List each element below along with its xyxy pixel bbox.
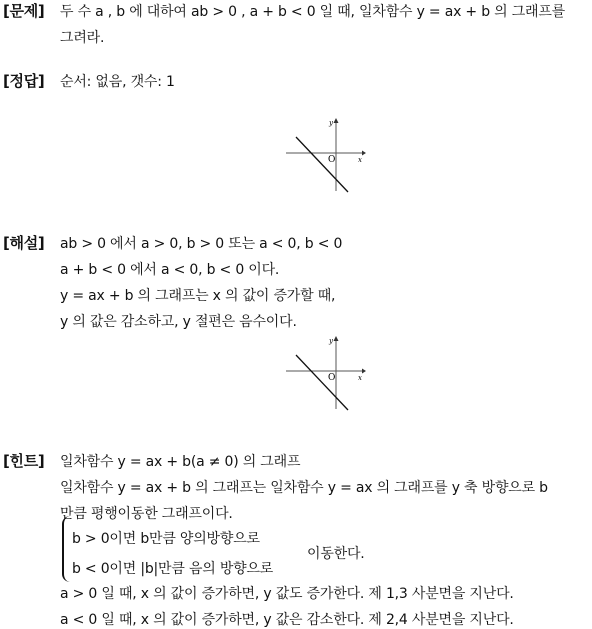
explanation-line-2: a + b < 0 에서 a < 0, b < 0 이다. [60, 262, 280, 278]
explanation-line-3: y = ax + b 의 그래프는 x 의 값이 증가할 때, [60, 288, 336, 304]
hint-line-1: 일차함수 y = ax + b 의 그래프는 일차함수 y = ax 의 그래프를 y 축 방향으로 b [60, 480, 548, 496]
y-axis-arrow-icon [334, 336, 339, 341]
explanation-graph [278, 333, 370, 415]
hint-line-4: a < 0 일 때, x 의 값이 증가하면, y 값은 감소한다. 제 2,4 사분면을 지난다. [60, 612, 514, 628]
function-line [296, 355, 348, 410]
answer-text: 순서: 없음, 갯수: 1 [60, 74, 175, 90]
y-axis-label: y [329, 119, 333, 127]
function-line [296, 137, 348, 192]
x-axis-label: x [358, 374, 362, 382]
x-axis-label: x [358, 156, 362, 164]
problem-line-1: 두 수 a , b 에 대하여 ab > 0 , a + b < 0 일 때, 일차함수 y = ax + b 의 그래프를 [60, 4, 566, 20]
hint-line-3: a > 0 일 때, x 의 값이 증가하면, y 값도 증가한다. 제 1,3 사분면을 지난다. [60, 586, 514, 602]
x-axis-arrow-icon [362, 151, 366, 156]
hint-line-2: 만큼 평행이동한 그래프이다. [60, 506, 233, 522]
answer-graph [278, 115, 370, 197]
hint-title: 일차함수 y = ax + b(a ≠ 0) 의 그래프 [60, 454, 301, 470]
left-brace [62, 516, 70, 582]
problem-line-2: 그려라. [60, 30, 105, 46]
hint-case-positive: b > 0이면 b만큼 양의방향으로 [72, 531, 260, 547]
hint-label: [힌트] [3, 452, 45, 470]
explanation-line-1: ab > 0 에서 a > 0, b > 0 또는 a < 0, b < 0 [60, 236, 343, 252]
y-axis-arrow-icon [334, 118, 339, 123]
y-axis-label: y [329, 337, 333, 345]
problem-label: [문제] [3, 2, 45, 20]
answer-label: [정답] [3, 72, 45, 90]
origin-label: O [328, 373, 336, 383]
explanation-line-4: y 의 값은 감소하고, y 절편은 음수이다. [60, 314, 297, 330]
origin-label: O [328, 155, 336, 165]
x-axis-arrow-icon [362, 369, 366, 374]
explanation-label: [해설] [3, 234, 45, 252]
hint-move-text: 이동한다. [307, 546, 365, 562]
hint-case-negative: b < 0이면 |b|만큼 음의 방향으로 [72, 561, 274, 577]
